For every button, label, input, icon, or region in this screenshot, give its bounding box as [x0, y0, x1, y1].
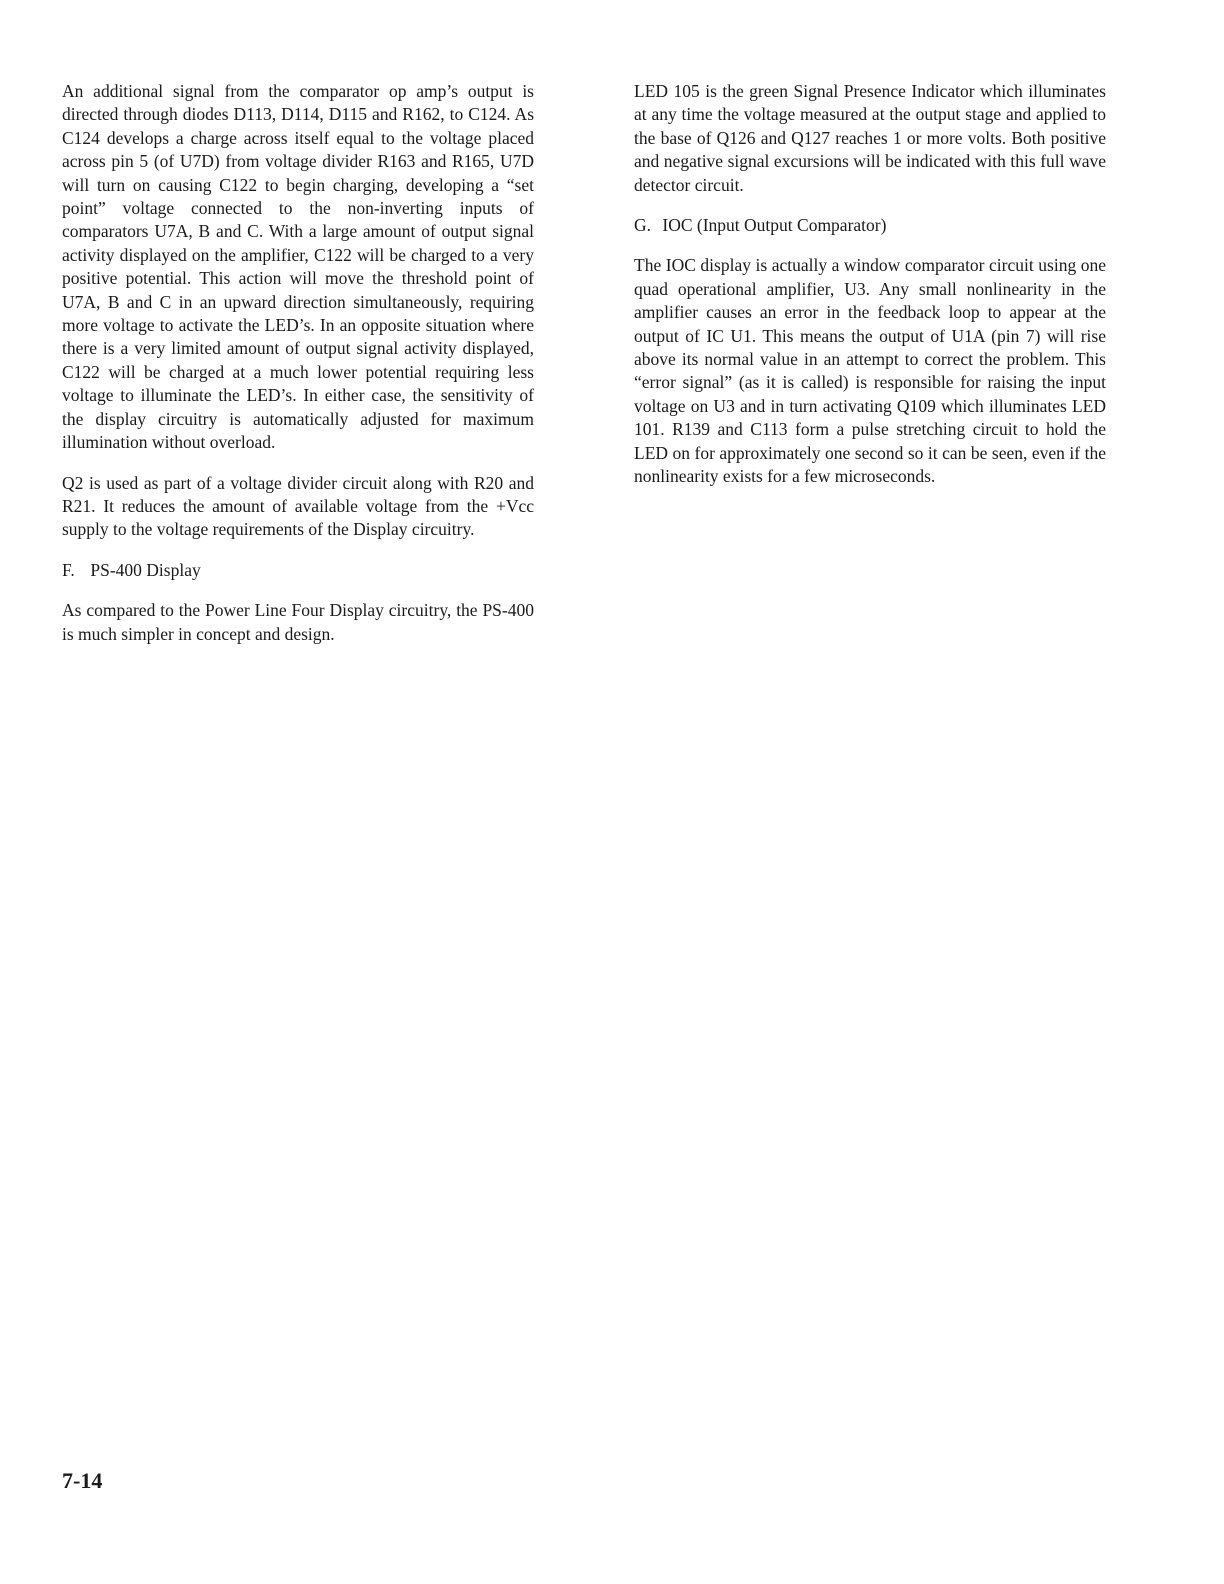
- section-letter: G.: [634, 215, 652, 236]
- paragraph-led105: LED 105 is the green Signal Presence Indicator which illuminates at any time the voltage measured at the output stage and applied to the base of Q126 and Q127 reaches 1 or more volts. Both positive and negative signal excursions will be indicated with this full wave detector circuit.: [634, 81, 1106, 195]
- section-letter: F.: [62, 559, 75, 580]
- paragraph-ioc-display: The IOC display is actually a window comparator circuit using one quad operational amplifier, U3. Any small nonlinearity in the amplifier causes an error in the feedback loop to appear at the output of IC U1. This means the output of U1A (pin 7) will rise above its normal value in an attempt to correct the problem. This “error signal” (as it is called) is responsible for raising the input voltage on U3 and in turn activating Q109 which illuminates LED 101. R139 and C113 form a pulse stretching circuit to hold the LED on for approximately one second so it can be seen, even if the nonlinearity exists for a few microseconds.: [634, 255, 1106, 487]
- paragraph-q2-voltage-divider: Q2 is used as part of a voltage divider circuit along with R20 and R21. It reduces the amount of available voltage from the +Vcc supply to the voltage requirements of the Display circuitry.: [62, 472, 534, 540]
- paragraph-comparator-signal: An additional signal from the comparator op amp’s output is directed through diodes D113, D114, D115 and R162, to C124. As C124 develops a charge across itself equal to the voltage placed across pin 5 (of U7D) from voltage divider R163 and R165, U7D will turn on causing C122 to begin charging, developing a “set point” voltage connected to the non-inverting inputs of comparators U7A, B and C. With a large amount of output signal activity displayed on the amplifier, C122 will be charged to a very positive potential. This action will move the threshold point of U7A, B and C in an upward direction simultaneously, requiring more voltage to activate the LED’s. In an opposite situation where there is a very limited amount of output signal activity displayed, C122 will be charged at a much lower potential requiring less voltage to illuminate the LED’s. In either case, the sensitivity of the display circuitry is automatically adjusted for maximum illumination without overload.: [62, 81, 534, 453]
- paragraph-ps400-intro: As compared to the Power Line Four Display circuitry, the PS-400 is much simpler in concept and design.: [62, 600, 534, 644]
- section-title: IOC (Input Output Comparator): [662, 215, 887, 236]
- section-heading-g: [634, 214, 1106, 237]
- left-column: [62, 80, 534, 663]
- page-number: 7-14: [62, 1468, 103, 1493]
- section-heading-f: [62, 559, 534, 582]
- right-column: [634, 80, 1106, 506]
- section-title: PS-400 Display: [90, 559, 201, 580]
